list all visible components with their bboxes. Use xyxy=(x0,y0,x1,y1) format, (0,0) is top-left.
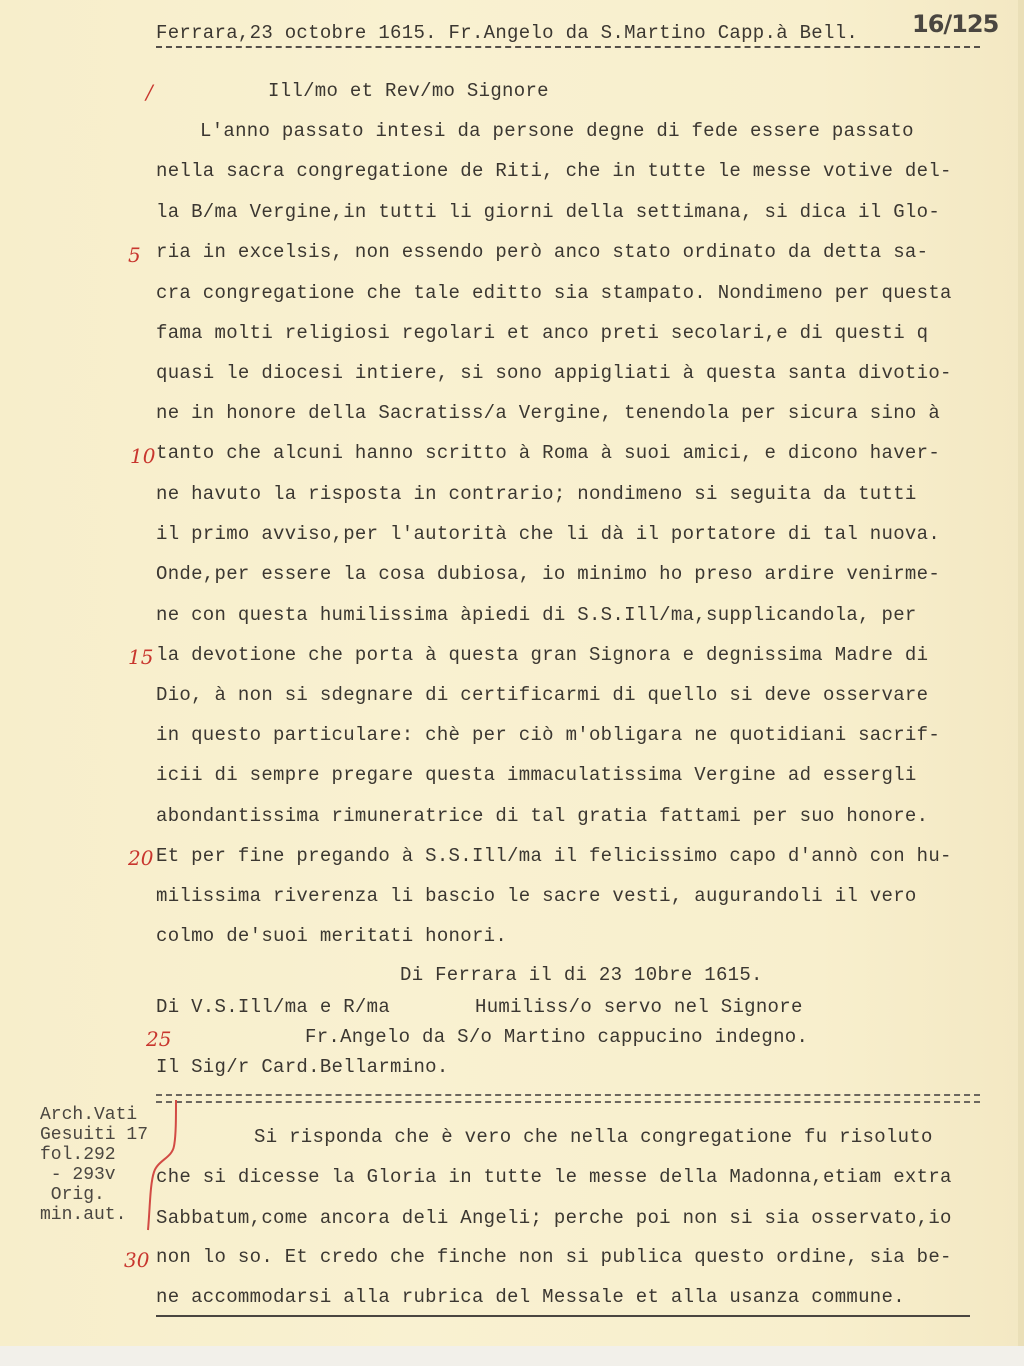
addressee: Il Sig/r Card.Bellarmino. xyxy=(156,1056,449,1078)
body-line: ne con questa humilissima àpiedi di S.S.Ill/ma,supplicandola, per xyxy=(156,604,917,626)
margin-number: 30 xyxy=(124,1248,150,1272)
folio-number: 16/125 xyxy=(912,10,999,38)
dateline: Di Ferrara il di 23 10bre 1615. xyxy=(400,964,763,986)
body-line: ne in honore della Sacratiss/a Vergine, tenendola per sicura sino à xyxy=(156,402,941,424)
body-line: cra congregatione che tale editto sia stampato. Nondimeno per questa xyxy=(156,282,952,304)
margin-number: 25 xyxy=(146,1027,172,1051)
page-edge xyxy=(1018,0,1024,1346)
scan-border xyxy=(0,1346,1024,1366)
body-line: in questo particulare: chè per ciò m'obligara ne quotidiani sacrif- xyxy=(156,724,941,746)
margin-number: 5 xyxy=(128,243,141,267)
body-line: Onde,per essere la cosa dubiosa, io minimo ho preso ardire venirme- xyxy=(156,563,941,585)
archive-reference: Arch.Vati Gesuiti 17 fol.292 - 293v Orig. min.aut. xyxy=(40,1105,149,1225)
body-line: icii di sempre pregare questa immaculatissima Vergine ad essergli xyxy=(156,764,917,786)
body-line: tanto che alcuni hanno scritto à Roma à suoi amici, e dicono haver- xyxy=(156,442,941,464)
body-line: ne havuto la risposta in contrario; nondimeno si seguita da tutti xyxy=(156,483,917,505)
closing-right: Humiliss/o servo nel Signore xyxy=(475,996,803,1018)
body-line: la devotione che porta à questa gran Signora e degnissima Madre di xyxy=(156,644,929,666)
margin-number: / xyxy=(146,80,153,104)
document-header: Ferrara,23 octobre 1615. Fr.Angelo da S.Martino Capp.à Bell. xyxy=(156,22,859,44)
salutation: Ill/mo et Rev/mo Signore xyxy=(268,80,549,102)
reply-line: non lo so. Et credo che finche non si publica questo ordine, sia be- xyxy=(156,1246,952,1268)
body-line: Dio, à non si sdegnare di certificarmi di quello si deve osservare xyxy=(156,684,929,706)
margin-number: 10 xyxy=(130,444,156,468)
reply-line: Sabbatum,come ancora deli Angeli; perche poi non si sia osservato,io xyxy=(156,1207,952,1229)
closing-left: Di V.S.Ill/ma e R/ma xyxy=(156,996,391,1018)
reply-line: Si risponda che è vero che nella congregatione fu risoluto xyxy=(254,1126,933,1148)
body-line: nella sacra congregatione de Riti, che in tutte le messe votive del- xyxy=(156,160,952,182)
body-line: Et per fine pregando à S.S.Ill/ma il felicissimo capo d'annò con hu- xyxy=(156,845,952,867)
reply-line: ne accommodarsi alla rubrica del Messale et alla usanza commune. xyxy=(156,1286,905,1308)
body-line: fama molti religiosi regolari et anco preti secolari,e di questi q xyxy=(156,322,929,344)
section-separator xyxy=(156,1094,980,1103)
footer-rule xyxy=(156,1315,970,1317)
body-line: ria in excelsis, non essendo però anco stato ordinato da detta sa- xyxy=(156,241,929,263)
header-rule xyxy=(156,46,980,48)
reply-line: che si dicesse la Gloria in tutte le messe della Madonna,etiam extra xyxy=(156,1166,952,1188)
body-line: milissima riverenza li bascio le sacre vesti, augurandoli il vero xyxy=(156,885,917,907)
body-line: L'anno passato intesi da persone degne di fede essere passato xyxy=(200,120,914,142)
body-line: il primo avviso,per l'autorità che li dà il portatore di tal nuova. xyxy=(156,523,941,545)
body-line: quasi le diocesi intiere, si sono appigliati à questa santa divotio- xyxy=(156,362,952,384)
body-line: la B/ma Vergine,in tutti li giorni della settimana, si dica il Glo- xyxy=(156,201,941,223)
margin-number: 15 xyxy=(128,645,154,669)
margin-number: 20 xyxy=(128,846,154,870)
body-line: colmo de'suoi meritati honori. xyxy=(156,925,508,947)
signature: Fr.Angelo da S/o Martino cappucino indegno. xyxy=(305,1026,809,1048)
body-line: abondantissima rimuneratrice di tal gratia fattami per suo honore. xyxy=(156,805,929,827)
